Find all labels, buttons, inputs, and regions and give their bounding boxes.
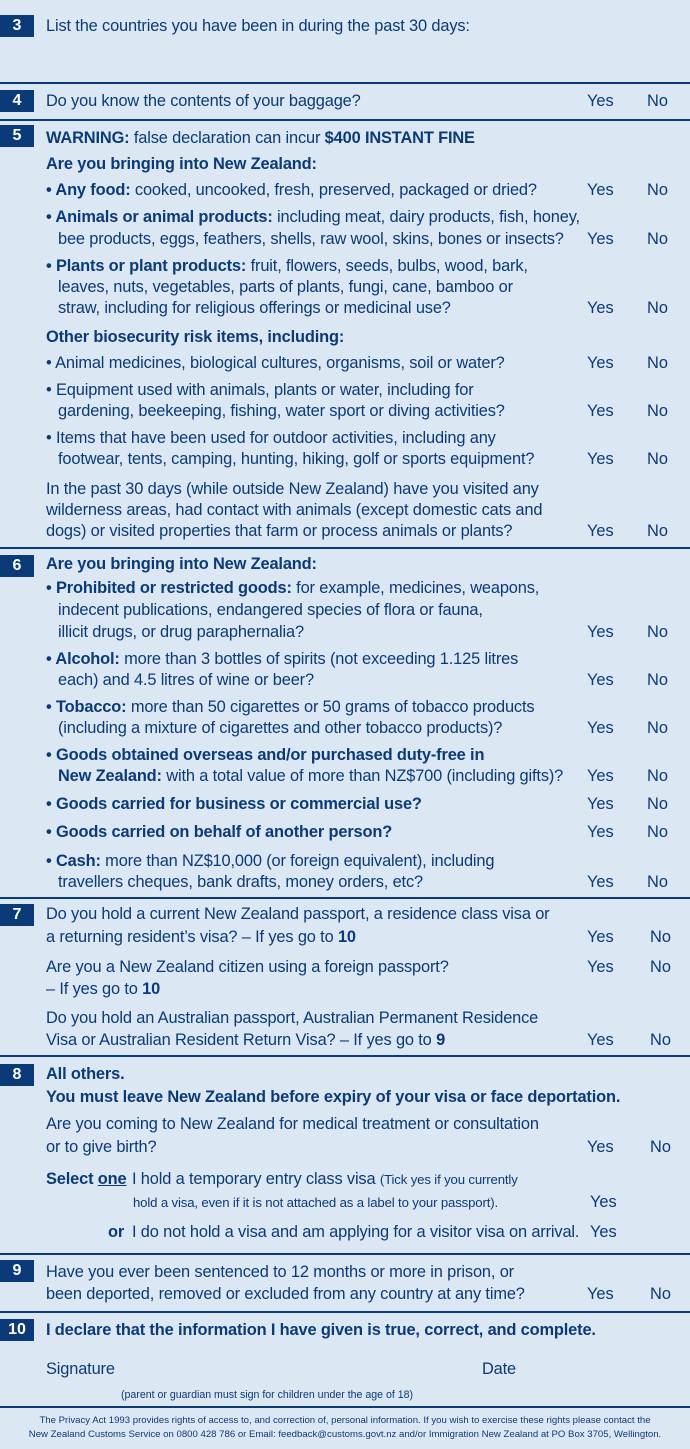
- no-option[interactable]: No: [647, 873, 668, 891]
- outdoor-question-cont: footwear, tents, camping, hunting, hiking, golf or sports equipment?: [58, 450, 535, 468]
- yes-option[interactable]: Yes: [587, 795, 614, 813]
- cash-question-cont: travellers cheques, bank drafts, money orders, etc?: [58, 873, 423, 891]
- yes-option[interactable]: Yes: [587, 299, 614, 317]
- goods-question: • Goods obtained overseas and/or purchased duty-free in: [46, 746, 485, 764]
- wilderness-question-cont: dogs) or visited properties that farm or process animals or plants?: [46, 522, 513, 540]
- tobacco-question: • Tobacco: more than 50 cigarettes or 50 grams of tobacco products: [46, 698, 535, 716]
- yes-option[interactable]: Yes: [587, 230, 614, 248]
- plants-question: • Plants or plant products: fruit, flowers, seeds, bulbs, wood, bark,: [46, 257, 528, 275]
- date-field[interactable]: Date: [482, 1360, 517, 1378]
- yes-option[interactable]: Yes: [590, 1223, 617, 1241]
- nz-passport-question: Do you hold a current New Zealand passport, a residence class visa or: [46, 905, 550, 923]
- privacy-footer: [0, 1406, 690, 1449]
- yes-option[interactable]: Yes: [587, 181, 614, 199]
- wilderness-question: In the past 30 days (while outside New Zealand) have you visited any: [46, 480, 539, 498]
- yes-option[interactable]: Yes: [587, 522, 614, 540]
- animals-question-cont: bee products, eggs, feathers, shells, raw wool, skins, bones or insects?: [58, 230, 564, 248]
- visa-option-1: I hold a temporary entry class visa (Tick yes if you currently: [132, 1170, 518, 1188]
- question-10: [0, 1311, 690, 1406]
- alcohol-question: • Alcohol: more than 3 bottles of spirits (not exceeding 1.125 litres: [46, 650, 519, 668]
- no-option[interactable]: No: [650, 1031, 671, 1049]
- other-heading: Other biosecurity risk items, including:: [46, 328, 345, 346]
- no-option[interactable]: No: [647, 181, 668, 199]
- section-heading: Are you bringing into New Zealand:: [46, 555, 317, 573]
- equipment-question-cont: gardening, beekeeping, fishing, water sport or diving activities?: [58, 402, 505, 420]
- no-option[interactable]: No: [650, 1285, 671, 1303]
- medical-question-cont: or to give birth?: [46, 1138, 157, 1156]
- yes-option[interactable]: Yes: [587, 823, 614, 841]
- yes-option[interactable]: Yes: [587, 873, 614, 891]
- visa-option-2: I do not hold a visa and am applying for a visitor visa on arrival.: [132, 1223, 580, 1241]
- medical-question: Are you coming to New Zealand for medical treatment or consultation: [46, 1115, 539, 1133]
- prohibited-question: • Prohibited or restricted goods: for example, medicines, weapons,: [46, 579, 540, 597]
- yes-option[interactable]: Yes: [587, 928, 614, 946]
- warning-text: WARNING: false declaration can incur $400 INSTANT FINE: [46, 129, 475, 147]
- nz-passport-question-cont: a returning resident’s visa? – If yes go to 10: [46, 928, 356, 946]
- australian-passport-question: Do you hold an Australian passport, Australian Permanent Residence: [46, 1009, 539, 1027]
- deportation-warning: You must leave New Zealand before expiry of your visa or face deportation.: [46, 1088, 621, 1106]
- section-heading: All others.: [46, 1065, 125, 1083]
- cash-question: • Cash: more than NZ$10,000 (or foreign equivalent), including: [46, 852, 495, 870]
- question-number: 8: [0, 1064, 34, 1086]
- animals-question: • Animals or animal products: including meat, dairy products, fish, honey,: [46, 208, 580, 226]
- question-3: [0, 0, 690, 82]
- question-number: 3: [0, 15, 34, 37]
- prohibited-question-cont: illicit drugs, or drug paraphernalia?: [58, 623, 304, 641]
- yes-option[interactable]: Yes: [587, 719, 614, 737]
- australian-passport-question-cont: Visa or Australian Resident Return Visa? – If yes go to 9: [46, 1031, 446, 1049]
- foreign-passport-question-cont: – If yes go to 10: [46, 980, 161, 998]
- question-number: 4: [0, 90, 34, 112]
- plants-question-cont: leaves, nuts, vegetables, parts of plants, fungi, cane, bamboo or: [58, 278, 513, 296]
- wilderness-question-cont: wilderness areas, had contact with animals (except domestic cats and: [46, 501, 543, 519]
- question-number: 5: [0, 125, 34, 147]
- question-9: [0, 1253, 690, 1311]
- signature-field[interactable]: Signature: [46, 1360, 115, 1378]
- tobacco-question-cont: (including a mixture of cigarettes and other tobacco products)?: [58, 719, 503, 737]
- guardian-note: (parent or guardian must sign for children under the age of 18): [121, 1389, 414, 1401]
- prohibited-question-cont: indecent publications, endangered species of flora or fauna,: [58, 601, 483, 619]
- prison-question: Have you ever been sentenced to 12 months or more in prison, or: [46, 1263, 514, 1281]
- visa-option-1-cont: hold a visa, even if it is not attached as a label to your passport).: [133, 1195, 498, 1210]
- question-number: 6: [0, 555, 34, 577]
- behalf-question: • Goods carried on behalf of another person?: [46, 823, 393, 841]
- no-option[interactable]: No: [647, 767, 668, 785]
- yes-option[interactable]: Yes: [587, 623, 614, 641]
- question-7: [0, 897, 690, 1055]
- yes-option[interactable]: Yes: [587, 767, 614, 785]
- section-heading: Are you bringing into New Zealand:: [46, 155, 317, 173]
- or-label: or: [108, 1223, 125, 1241]
- no-option[interactable]: No: [647, 719, 668, 737]
- no-option[interactable]: No: [647, 671, 668, 689]
- equipment-question: • Equipment used with animals, plants or water, including for: [46, 381, 474, 399]
- no-option[interactable]: No: [647, 450, 668, 468]
- privacy-text: The Privacy Act 1993 provides rights of access to, and correction of, personal information. If you wish to exercise these rights please contact the: [39, 1415, 651, 1426]
- no-option[interactable]: No: [650, 958, 671, 976]
- yes-option[interactable]: Yes: [587, 1138, 614, 1156]
- privacy-text-cont: New Zealand Customs Service on 0800 428 786 or Email: feedback@customs.govt.nz and/or Immigration New Zealand at PO Box 3705, Wellington.: [28, 1429, 662, 1440]
- plants-question-cont: straw, including for religious offerings or medicinal use?: [58, 299, 451, 317]
- no-option[interactable]: No: [647, 92, 668, 110]
- question-5: [0, 119, 690, 547]
- yes-option[interactable]: Yes: [587, 450, 614, 468]
- question-4: [0, 82, 690, 119]
- question-6: [0, 547, 690, 897]
- question-number: 10: [0, 1319, 34, 1341]
- yes-option[interactable]: Yes: [587, 1031, 614, 1049]
- question-number: 7: [0, 904, 34, 926]
- no-option[interactable]: No: [647, 230, 668, 248]
- alcohol-question-cont: each) and 4.5 litres of wine or beer?: [58, 671, 314, 689]
- question-text: List the countries you have been in during the past 30 days:: [46, 17, 470, 35]
- question-8: [0, 1055, 690, 1253]
- question-text: Do you know the contents of your baggage?: [46, 92, 361, 110]
- no-option[interactable]: No: [647, 823, 668, 841]
- no-option[interactable]: No: [647, 795, 668, 813]
- no-option[interactable]: No: [647, 522, 668, 540]
- yes-option[interactable]: Yes: [587, 354, 614, 372]
- yes-option[interactable]: Yes: [587, 92, 614, 110]
- no-option[interactable]: No: [650, 1138, 671, 1156]
- no-option[interactable]: No: [647, 299, 668, 317]
- yes-option[interactable]: Yes: [587, 402, 614, 420]
- no-option[interactable]: No: [650, 928, 671, 946]
- yes-option[interactable]: Yes: [590, 1193, 617, 1211]
- goods-question-cont: New Zealand: with a total value of more than NZ$700 (including gifts)?: [58, 767, 564, 785]
- yes-option[interactable]: Yes: [587, 1285, 614, 1303]
- no-option[interactable]: No: [647, 623, 668, 641]
- prison-question-cont: been deported, removed or excluded from any country at any time?: [46, 1285, 525, 1303]
- no-option[interactable]: No: [647, 402, 668, 420]
- outdoor-question: • Items that have been used for outdoor activities, including any: [46, 429, 496, 447]
- business-question: • Goods carried for business or commercial use?: [46, 795, 422, 813]
- medicines-question: • Animal medicines, biological cultures, organisms, soil or water?: [46, 354, 505, 372]
- yes-option[interactable]: Yes: [587, 958, 614, 976]
- food-question: • Any food: cooked, uncooked, fresh, preserved, packaged or dried?: [46, 181, 537, 199]
- declaration-text: I declare that the information I have given is true, correct, and complete.: [46, 1321, 596, 1339]
- yes-option[interactable]: Yes: [587, 671, 614, 689]
- foreign-passport-question: Are you a New Zealand citizen using a foreign passport?: [46, 958, 449, 976]
- no-option[interactable]: No: [647, 354, 668, 372]
- question-number: 9: [0, 1260, 34, 1282]
- select-one-label: Select one: [46, 1170, 127, 1188]
